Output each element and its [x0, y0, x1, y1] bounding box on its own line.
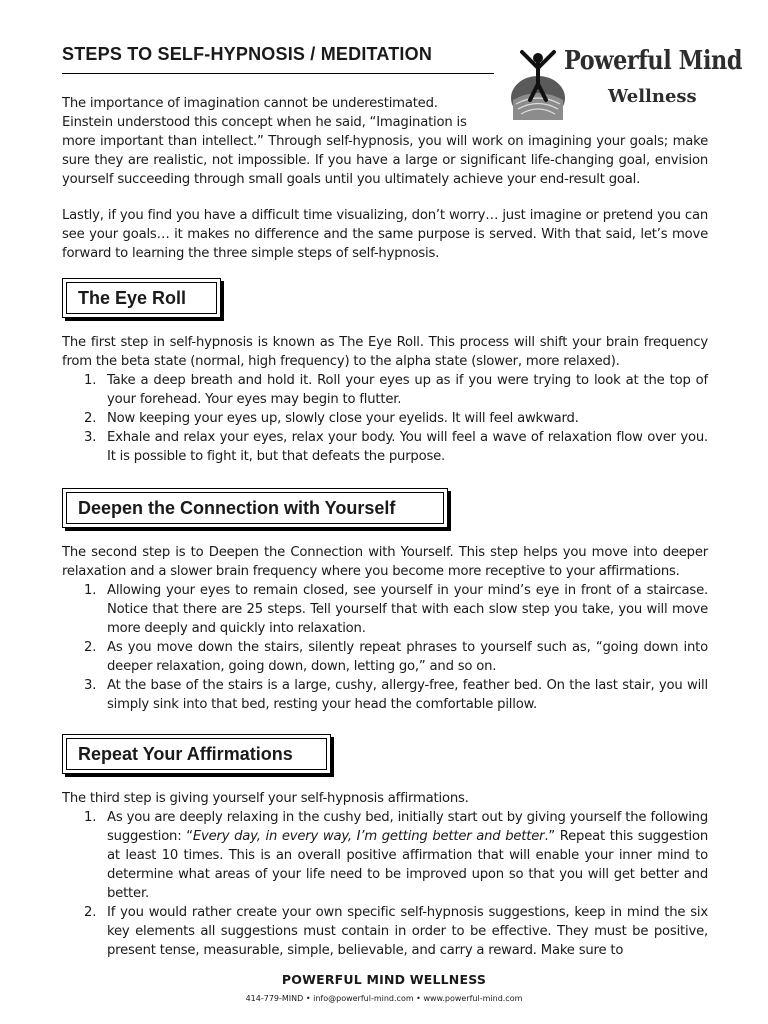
list-text: At the base of the stairs is a large, cushy, allergy-free, feather bed. On the last stair, you will simply sink into that bed, resting your head the comfortable pillow. — [107, 678, 708, 712]
steps-list — [62, 581, 708, 714]
list-text: If you would rather create your own specific self-hypnosis suggestions, keep in mind the six key elements all suggestions must contain in order to be effective. They must be positive, present tense, measurable, simple, believable, and carry a reward. Make sure to — [107, 905, 708, 958]
title-underline — [62, 73, 494, 74]
list-item — [62, 428, 708, 466]
list-number: 1. — [84, 583, 97, 598]
list-text: Now keeping your eyes up, slowly close your eyelids. It will feel awkward. — [107, 411, 579, 426]
section-heading-box — [62, 488, 448, 528]
steps-list — [62, 808, 708, 960]
list-number: 1. — [84, 373, 97, 388]
list-item — [62, 409, 708, 428]
footer-title: POWERFUL MIND WELLNESS — [281, 972, 487, 987]
list-text-part: As you are deeply relaxing in the cushy bed, initially start out by giving yourself the following suggestion: “ — [107, 810, 708, 844]
steps-list — [62, 371, 708, 466]
footer-contact: 414-779-MIND • info@powerful-mind.com • www.powerful-mind.com — [245, 994, 523, 1003]
section-intro: The third step is giving yourself your self-hypnosis affirmations. — [62, 791, 469, 806]
intro-line-2: Einstein understood this concept when he said, “Imagination is — [62, 115, 467, 130]
logo-subtitle: Wellness — [608, 86, 697, 107]
list-item — [62, 581, 708, 638]
list-number: 1. — [84, 810, 97, 825]
list-item — [62, 808, 708, 903]
intro-rest: more important than intellect.” Through self-hypnosis, you will work on imagining your goals; make sure they are realistic, not impossible. If you have a large or significant life-changing goal, envision yourself succeeding through small goals until you ultimately achieve your end-result goal. — [62, 134, 708, 187]
list-text-part: .” Repeat this suggestion at least 10 times. This is an overall positive affirmation that will enable your inner mind to determine what areas of your life need to be improved upon so that you will get better and better. — [107, 829, 708, 901]
intro-paragraph — [62, 94, 708, 189]
list-text-italic: Every day, in every way, I’m getting better and better — [192, 829, 545, 844]
document-title: STEPS TO SELF-HYPNOSIS / MEDITATION — [62, 44, 433, 64]
section-heading-box — [62, 278, 221, 318]
list-item — [62, 903, 708, 960]
list-text: Take a deep breath and hold it. Roll your eyes up as if you were trying to look at the top of your forehead. Your eyes may begin to flutter. — [107, 373, 708, 407]
section-heading: Deepen the Connection with Yourself — [78, 498, 396, 518]
section-heading: The Eye Roll — [78, 288, 187, 308]
list-item — [62, 676, 708, 714]
logo-wordmark: Powerful Mind — [564, 46, 743, 76]
section-intro: The first step in self-hypnosis is known as The Eye Roll. This process will shift your brain frequency from the beta state (normal, high frequency) to the alpha state (slower, more relaxed). — [62, 335, 708, 369]
list-number: 3. — [84, 678, 97, 693]
list-text: Allowing your eyes to remain closed, see yourself in your mind’s eye in front of a staircase. Notice that there are 25 steps. Tell yourself that with each slow step you take, you will move more deeply and quickly into relaxation. — [107, 583, 708, 636]
lastly-paragraph: Lastly, if you find you have a difficult time visualizing, don’t worry… just imagine or pretend you can see your goals… it makes no difference and the same purpose is served. With that said, let’s move forward to learning the three simple steps of self-hypnosis. — [62, 208, 708, 261]
list-number: 2. — [84, 411, 97, 426]
list-number: 3. — [84, 430, 97, 445]
section-heading-box — [62, 734, 331, 774]
intro-line-1: The importance of imagination cannot be underestimated. — [62, 96, 438, 111]
list-item — [62, 638, 708, 676]
section-intro: The second step is to Deepen the Connection with Yourself. This step helps you move into deeper relaxation and a slower brain frequency where you become more receptive to your affirmations. — [62, 545, 708, 579]
list-number: 2. — [84, 640, 97, 655]
section-heading: Repeat Your Affirmations — [78, 744, 293, 764]
list-item — [62, 371, 708, 409]
list-text: Exhale and relax your eyes, relax your body. You will feel a wave of relaxation flow over you. It is possible to fight it, but that defeats the purpose. — [107, 430, 708, 464]
list-number: 2. — [84, 905, 97, 920]
list-text: As you move down the stairs, silently repeat phrases to yourself such as, “going down into deeper relaxation, going down, down, letting go,” and so on. — [107, 640, 708, 674]
